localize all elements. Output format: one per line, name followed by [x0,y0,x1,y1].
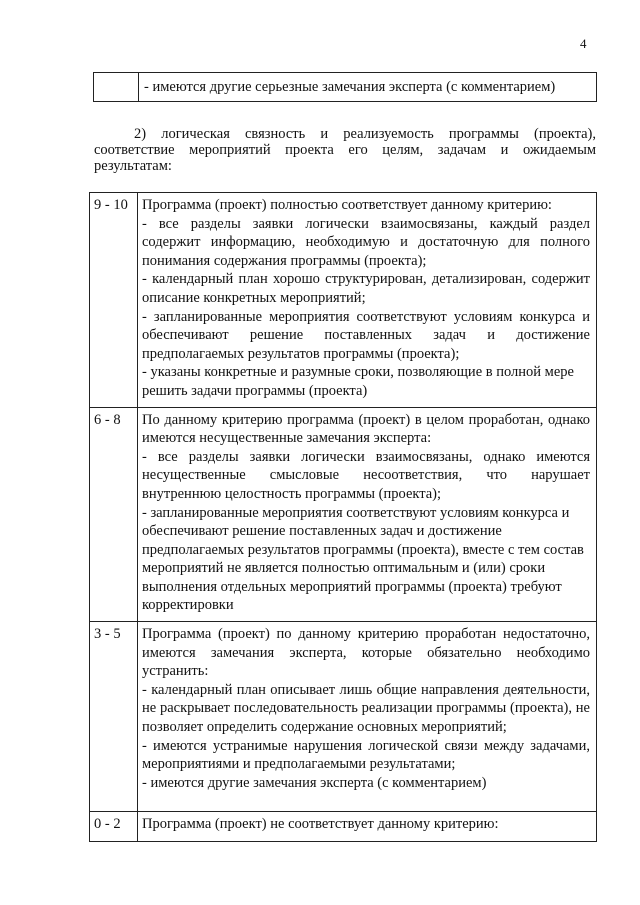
description-line: - имеются устранимые нарушения логической связи между задачами, мероприятиями и предполагаемыми результатами; [142,737,590,773]
criterion-intro-text: 2) логическая связность и реализуемость программы (проекта), соответствие мероприятий проекта его целям, задачам и ожидаемым результатам: [94,126,596,174]
score-cell: 0 - 2 [90,812,138,842]
page-number: 4 [580,36,587,51]
description-line: - календарный план описывает лишь общие направления деятельности, не раскрывает последовательность реализации программы (проекта), не позволяет определить содержание основных мероприятий; [142,681,590,736]
description-line: - указаны конкретные и разумные сроки, позволяющие в полной мере решить задачи программы (проекта) [142,364,574,399]
criterion-heading [94,126,596,174]
table-row [90,407,597,622]
description-line: - все разделы заявки логически взаимосвязаны, однако имеются несущественные смысловые несоответствия, что нарушает внутреннюю целостность программы (проекта); [142,448,590,502]
description-line: Программа (проект) не соответствует данному критерию: [142,816,499,833]
score-cell: 3 - 5 [90,622,138,812]
table-row [94,73,597,102]
description-line: - имеются другие замечания эксперта (с комментарием) [142,774,487,791]
description-cell [138,407,597,622]
table-row [90,193,597,408]
table-row [90,622,597,812]
description-line: - запланированные мероприятия соответствуют условиям конкурса и обеспечивают решение поставленных задач и достижение предполагаемых результатов программы (проекта), вместе с тем состав мероприятий не является полностью оптимальным и (или) сроки выполнения отдельных мероприятий программы (проекта) требуют корректировки [142,504,584,614]
description-line: Программа (проект) по данному критерию проработан недостаточно, имеются замечания эксперта, которые обязательно необходимо устранить: [142,626,590,680]
description-line: - запланированные мероприятия соответствуют условиям конкурса и обеспечивают решение поставленных задач и достижение предполагаемых результатов программы (проекта); [142,308,590,362]
score-cell: 9 - 10 [90,193,138,408]
description-line: Программа (проект) полностью соответствует данному критерию: [142,197,552,213]
score-cell [94,73,139,102]
description-line: - все разделы заявки логически взаимосвязаны, каждый раздел содержит информацию, необходимую и достаточную для полного понимания содержания программы (проекта); [142,215,590,269]
description-cell [138,193,597,408]
description-cell [138,812,597,842]
criterion-scoring-table [89,192,597,842]
description-cell [138,622,597,812]
description-cell: - имеются другие серьезные замечания эксперта (с комментарием) [139,73,597,102]
description-line: По данному критерию программа (проект) в целом проработан, однако имеются несущественные замечания эксперта: [142,411,590,447]
previous-criterion-table-tail [93,72,597,102]
score-cell: 6 - 8 [90,407,138,622]
table-row [90,812,597,842]
description-line: - календарный план хорошо структурирован, детализирован, содержит описание конкретных мероприятий; [142,271,590,306]
